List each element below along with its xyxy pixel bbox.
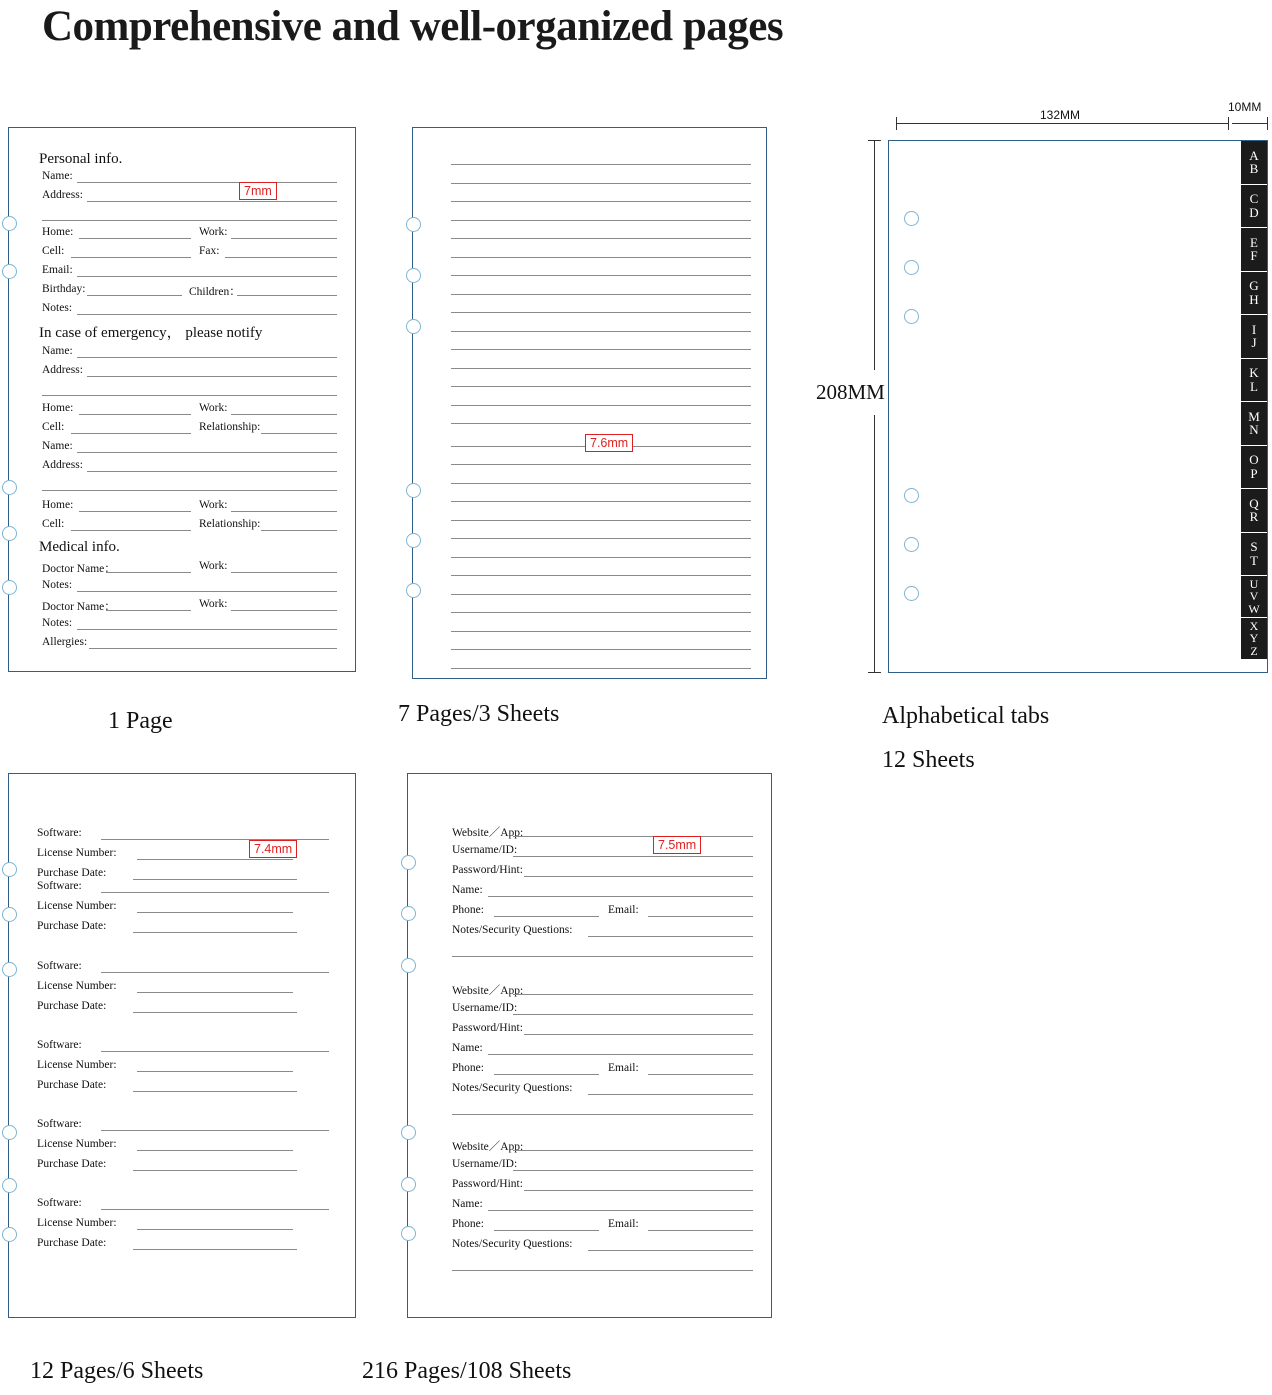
field-label: Website／App: — [452, 827, 524, 839]
field-label-name: Name: — [42, 345, 73, 357]
field-line — [101, 1130, 329, 1131]
field-line — [101, 972, 329, 973]
field-line — [133, 932, 297, 933]
measure-7.4mm: 7.4mm — [249, 840, 297, 858]
ring-hole — [406, 483, 421, 498]
field-line — [87, 295, 182, 296]
ring-hole — [904, 488, 919, 503]
field-line — [488, 1210, 753, 1211]
alphabet-tab-letter: Y — [1249, 631, 1259, 646]
ruled-line — [451, 575, 751, 576]
field-label: Software: — [37, 827, 82, 839]
field-label-address: Address: — [42, 189, 83, 201]
alphabet-tab-letter: A — [1249, 147, 1259, 163]
alphabet-tab[interactable] — [1241, 618, 1267, 660]
field-line — [231, 238, 337, 239]
alphabet-tab[interactable] — [1241, 315, 1267, 359]
alphabet-tab-letter: W — [1248, 601, 1260, 616]
field-line — [89, 648, 337, 649]
field-label-relationship: Relationship: — [199, 421, 261, 433]
field-line — [452, 1270, 753, 1271]
field-label: Software: — [37, 1197, 82, 1209]
ruled-line — [451, 294, 751, 295]
personal-info-page — [8, 127, 356, 672]
field-line — [513, 1014, 753, 1015]
alphabet-tab-letter: M — [1248, 408, 1260, 424]
ring-hole — [2, 264, 17, 279]
field-line — [42, 395, 337, 396]
ruled-line — [451, 257, 751, 258]
field-line — [77, 357, 337, 358]
alphabet-tab[interactable] — [1241, 185, 1267, 229]
field-line — [524, 1034, 753, 1035]
field-line — [524, 876, 753, 877]
field-line — [137, 992, 293, 993]
ring-hole — [904, 309, 919, 324]
ruled-line — [451, 331, 751, 332]
measure-7.5mm: 7.5mm — [653, 836, 701, 854]
alphabet-tab[interactable] — [1241, 228, 1267, 272]
alphabet-tab-letter: S — [1250, 539, 1258, 555]
alphabet-tab[interactable] — [1241, 533, 1267, 577]
ring-hole — [401, 1226, 416, 1241]
ruled-line — [451, 612, 751, 613]
field-line — [237, 295, 337, 296]
section-heading-medical: Medical info. — [39, 539, 120, 555]
dimension-tick — [1228, 117, 1229, 130]
field-line — [231, 511, 337, 512]
field-label-notes: Notes: — [42, 579, 73, 591]
ring-hole — [406, 533, 421, 548]
field-line — [261, 433, 337, 434]
field-label-cell: Cell: — [42, 421, 65, 433]
field-label: License Number: — [37, 900, 117, 912]
field-label-work: Work: — [199, 560, 228, 572]
field-label: Purchase Date: — [37, 867, 107, 879]
dimension-tick-h — [868, 140, 881, 141]
field-label: Name: — [452, 884, 483, 896]
field-line — [106, 572, 191, 573]
dimension-tick — [896, 117, 897, 130]
ruled-line — [451, 649, 751, 650]
field-label: Purchase Date: — [37, 1079, 107, 1091]
field-line — [494, 1230, 599, 1231]
ring-hole — [2, 962, 17, 977]
ring-hole — [2, 1178, 17, 1193]
ring-hole — [904, 211, 919, 226]
alphabet-tab-letter: V — [1249, 589, 1259, 604]
field-line — [42, 220, 337, 221]
caption-7-pages: 7 Pages/3 Sheets — [398, 701, 560, 727]
ruled-line — [451, 538, 751, 539]
height-dimension-line-upper — [874, 140, 875, 370]
field-label: Username/ID: — [452, 1002, 518, 1014]
field-label: Email: — [608, 1062, 639, 1074]
ruled-line — [451, 238, 751, 239]
field-line — [133, 879, 297, 880]
field-line — [87, 376, 337, 377]
field-label: Name: — [452, 1042, 483, 1054]
field-label-email: Email: — [42, 264, 73, 276]
ruled-line — [451, 405, 751, 406]
password-log-page — [407, 773, 772, 1318]
ring-hole — [406, 268, 421, 283]
field-line — [231, 414, 337, 415]
alphabet-tab-letter: U — [1249, 576, 1259, 591]
field-line — [225, 257, 337, 258]
field-line — [488, 1054, 753, 1055]
alphabet-tab-letter: O — [1249, 452, 1259, 468]
field-label-address: Address: — [42, 364, 83, 376]
alphabet-tab-letter: G — [1249, 278, 1259, 294]
height-label: 208MM — [816, 380, 885, 404]
ruled-line — [451, 164, 751, 165]
field-line — [106, 610, 191, 611]
ruled-line — [451, 220, 751, 221]
caption-12-sheets: 12 Sheets — [882, 747, 975, 773]
ring-hole — [401, 855, 416, 870]
field-label-cell: Cell: — [42, 245, 65, 257]
field-label: Password/Hint: — [452, 1022, 523, 1034]
width-dimension-line — [896, 123, 1228, 124]
field-line — [87, 201, 337, 202]
field-line — [133, 1249, 297, 1250]
field-line — [77, 629, 337, 630]
field-line — [133, 1170, 297, 1171]
alphabet-tab-letter: I — [1251, 321, 1257, 337]
field-line — [261, 530, 337, 531]
field-line — [137, 859, 293, 860]
alphabet-tab-letter: C — [1249, 191, 1259, 207]
tab-width-dimension-line — [1232, 123, 1268, 124]
alphabet-tab-column — [1241, 141, 1267, 660]
field-line — [101, 1051, 329, 1052]
width-label: 132MM — [1040, 108, 1081, 122]
ruled-line — [451, 520, 751, 521]
field-label: Notes/Security Questions: — [452, 924, 573, 936]
alphabet-tab-letter: F — [1250, 248, 1258, 264]
alphabet-tab-letter: N — [1249, 422, 1259, 438]
field-label-notes: Notes: — [42, 302, 73, 314]
field-line — [101, 892, 329, 893]
alphabet-tab-letter: K — [1249, 365, 1259, 381]
field-line — [231, 572, 337, 573]
field-line — [488, 896, 753, 897]
alphabet-tab[interactable] — [1241, 446, 1267, 490]
field-label-doctor-name: Doctor Name： — [42, 601, 116, 613]
field-label: Website／App: — [452, 985, 524, 997]
ring-hole — [401, 1125, 416, 1140]
ring-hole — [2, 862, 17, 877]
field-label-home: Home: — [42, 499, 74, 511]
field-label: Username/ID: — [452, 844, 518, 856]
field-label-work: Work: — [199, 598, 228, 610]
field-line — [452, 956, 753, 957]
field-label: Password/Hint: — [452, 864, 523, 876]
field-line — [71, 530, 191, 531]
field-line — [513, 856, 753, 857]
alphabet-tab-letter: X — [1249, 618, 1259, 633]
field-line — [79, 238, 191, 239]
alphabet-tab-letter: J — [1251, 335, 1257, 351]
ruled-line — [451, 668, 751, 669]
section-heading-emergency: In case of emergency， please notify — [39, 325, 263, 341]
field-line — [42, 490, 337, 491]
ruled-line — [451, 557, 751, 558]
field-label: License Number: — [37, 980, 117, 992]
field-line — [494, 916, 599, 917]
field-label-children: Children： — [189, 286, 241, 298]
field-label-name: Name: — [42, 440, 73, 452]
ruled-line — [451, 594, 751, 595]
alphabet-tab-letter: Q — [1249, 495, 1259, 511]
field-label: Notes/Security Questions: — [452, 1238, 573, 1250]
ruled-line — [451, 631, 751, 632]
field-label: Email: — [608, 1218, 639, 1230]
ring-hole — [2, 480, 17, 495]
alphabet-tab[interactable] — [1241, 141, 1267, 185]
ruled-line — [451, 483, 751, 484]
field-label-address: Address: — [42, 459, 83, 471]
field-line — [494, 1074, 599, 1075]
ruled-line — [451, 349, 751, 350]
ring-hole — [2, 526, 17, 541]
alphabet-tab[interactable] — [1241, 576, 1267, 618]
field-line — [137, 1071, 293, 1072]
field-line — [79, 414, 191, 415]
field-line — [137, 1229, 293, 1230]
field-line — [513, 1170, 753, 1171]
field-line — [77, 276, 337, 277]
lined-page — [412, 127, 767, 679]
field-line — [101, 1209, 329, 1210]
ruled-line — [451, 275, 751, 276]
dimension-tick — [1267, 117, 1268, 130]
field-line — [77, 591, 337, 592]
field-label: Software: — [37, 1039, 82, 1051]
field-label-fax: Fax: — [199, 245, 220, 257]
height-dimension-line-lower — [874, 415, 875, 673]
ring-hole — [904, 260, 919, 275]
caption-12-pages: 12 Pages/6 Sheets — [30, 1358, 204, 1384]
ring-hole — [401, 906, 416, 921]
field-label: Purchase Date: — [37, 920, 107, 932]
alphabet-tab[interactable] — [1241, 272, 1267, 316]
alphabet-tab-letter: H — [1249, 291, 1259, 307]
field-label: Software: — [37, 960, 82, 972]
field-line — [231, 610, 337, 611]
ring-hole — [406, 217, 421, 232]
field-label-work: Work: — [199, 499, 228, 511]
caption-alphabetical-tabs: Alphabetical tabs — [882, 703, 1050, 729]
ring-hole — [2, 1227, 17, 1242]
ring-hole — [904, 537, 919, 552]
ruled-line — [451, 386, 751, 387]
field-label: Name: — [452, 1198, 483, 1210]
measure-7mm: 7mm — [239, 182, 277, 200]
field-label: Phone: — [452, 1218, 484, 1230]
ruled-line — [451, 501, 751, 502]
field-label: Phone: — [452, 1062, 484, 1074]
field-line — [648, 1074, 753, 1075]
field-label: License Number: — [37, 1138, 117, 1150]
field-label: License Number: — [37, 1217, 117, 1229]
ring-hole — [401, 1177, 416, 1192]
alphabet-tab-letter: P — [1250, 465, 1258, 481]
field-line — [87, 471, 337, 472]
field-line — [77, 182, 337, 183]
field-line — [77, 452, 337, 453]
ruled-line — [451, 423, 751, 424]
ring-hole — [406, 583, 421, 598]
caption-216-pages: 216 Pages/108 Sheets — [362, 1358, 572, 1384]
field-label-home: Home: — [42, 226, 74, 238]
field-line — [137, 912, 293, 913]
field-label: Notes/Security Questions: — [452, 1082, 573, 1094]
ruled-line — [451, 201, 751, 202]
field-label: Email: — [608, 904, 639, 916]
ring-hole — [2, 216, 17, 231]
ruled-line — [451, 464, 751, 465]
software-log-page — [8, 773, 356, 1318]
ring-hole — [401, 958, 416, 973]
field-label: Software: — [37, 1118, 82, 1130]
page-title: Comprehensive and well-organized pages — [42, 3, 784, 50]
ring-hole — [2, 1125, 17, 1140]
measure-7.6mm: 7.6mm — [585, 434, 633, 452]
field-label: Purchase Date: — [37, 1237, 107, 1249]
ruled-line — [451, 183, 751, 184]
field-label-relationship: Relationship: — [199, 518, 261, 530]
field-line — [137, 1150, 293, 1151]
field-line — [77, 314, 337, 315]
field-line — [71, 257, 191, 258]
field-line — [79, 511, 191, 512]
field-label: Password/Hint: — [452, 1178, 523, 1190]
field-label: Username/ID: — [452, 1158, 518, 1170]
alphabet-tab-letter: L — [1250, 378, 1258, 394]
field-label-doctor-name: Doctor Name： — [42, 563, 116, 575]
field-line — [648, 916, 753, 917]
alphabet-tab-letter: E — [1250, 234, 1258, 250]
ring-hole — [2, 907, 17, 922]
section-heading-personal: Personal info. — [39, 151, 123, 167]
field-line — [452, 1114, 753, 1115]
field-label: License Number: — [37, 847, 117, 859]
field-label-cell: Cell: — [42, 518, 65, 530]
field-label-name: Name: — [42, 170, 73, 182]
field-line — [648, 1230, 753, 1231]
alphabet-tab-letter: B — [1249, 161, 1259, 177]
caption-1-page: 1 Page — [108, 708, 173, 734]
field-label: Website／App: — [452, 1141, 524, 1153]
ruled-line — [451, 368, 751, 369]
ruled-line — [451, 312, 751, 313]
field-label: License Number: — [37, 1059, 117, 1071]
alphabet-tab-letter: R — [1249, 509, 1259, 525]
tab-width-label: 10MM — [1228, 100, 1262, 114]
field-label-birthday: Birthday: — [42, 283, 86, 295]
field-line — [588, 1250, 753, 1251]
alphabet-tab[interactable] — [1241, 402, 1267, 446]
field-line — [513, 836, 753, 837]
ring-hole — [2, 580, 17, 595]
alphabet-tab-letter: D — [1249, 204, 1259, 220]
field-label: Purchase Date: — [37, 1000, 107, 1012]
field-line — [513, 1150, 753, 1151]
ring-hole — [904, 586, 919, 601]
dimension-tick-h — [868, 672, 881, 673]
field-label: Software: — [37, 880, 82, 892]
field-line — [524, 1190, 753, 1191]
alphabetical-tabs-page — [888, 140, 1268, 673]
field-label: Purchase Date: — [37, 1158, 107, 1170]
ring-hole — [406, 319, 421, 334]
field-label-notes: Notes: — [42, 617, 73, 629]
field-label: Phone: — [452, 904, 484, 916]
field-line — [133, 1012, 297, 1013]
field-label-home: Home: — [42, 402, 74, 414]
field-label-work: Work: — [199, 226, 228, 238]
field-line — [133, 1091, 297, 1092]
alphabet-tab-letter: T — [1250, 552, 1258, 568]
field-line — [71, 433, 191, 434]
alphabet-tab[interactable] — [1241, 489, 1267, 533]
alphabet-tab-letter: Z — [1250, 643, 1258, 658]
field-line — [588, 1094, 753, 1095]
field-label-allergies: Allergies: — [42, 636, 88, 648]
field-line — [588, 936, 753, 937]
alphabet-tab[interactable] — [1241, 359, 1267, 403]
field-line — [513, 994, 753, 995]
field-label-work: Work: — [199, 402, 228, 414]
